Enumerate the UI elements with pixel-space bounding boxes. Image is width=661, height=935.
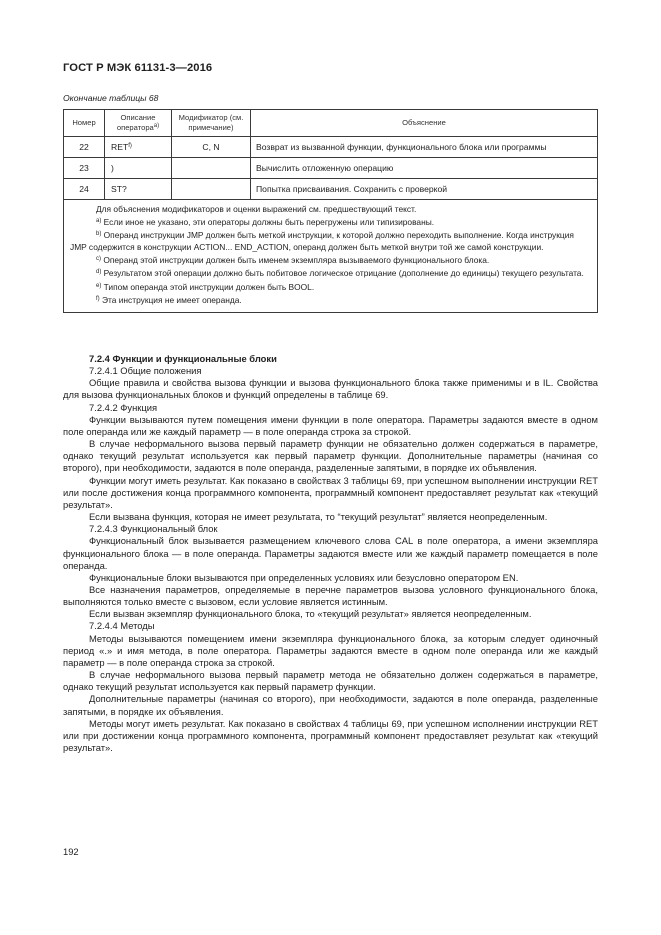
footnote-f: $^{f)}$ Эта инструкция не имеет операнда. bbox=[96, 294, 242, 305]
paragraph: Методы вызываются помещением имени экземпляра функционального блока, за которым следует одиночный период «.» и имя метода, в поле оператора. Параметры задаются вместе в одном поле операнда или же каждый параметр — в поле операнда строка за строкой. bbox=[63, 632, 598, 668]
footnote-c: $^{c)}$ Операнд этой инструкции должен быть именем экземпляра вызываемого функционального блока. bbox=[96, 255, 490, 266]
paragraph: Функции вызываются путем помещения имени функции в поле оператора. Параметры задаются вместе в одном поле операнда или же каждый параметр — в поле операнда строка за строкой. bbox=[63, 413, 598, 437]
cell-number: 23 bbox=[64, 158, 105, 179]
cell-operator: ) bbox=[105, 158, 172, 179]
paragraph: В случае неформального вызова первый параметр функции не обязательно должен содержаться в параметре, однако текущий результат используется как первый параметр функции. Дополнительные параметры (начиная со второго), при необходимости, задаются в поле операнда, разделенные запятыми, в порядке их объявления. bbox=[63, 438, 598, 474]
paragraph: Общие правила и свойства вызова функции и вызова функционального блока также применимы и в IL. Свойства для вызова функциональных блоков и функций определены в таблице 69. bbox=[63, 377, 598, 401]
footnote-e: $^{e)}$ Типом операнда этой инструкции должен быть BOOL. bbox=[96, 281, 315, 292]
table-header-row bbox=[64, 110, 598, 137]
paragraph: Методы могут иметь результат. Как показано в свойствах 4 таблицы 69, при успешном исполнении инструкции RET или при достижении конца программного компонента, программный компонент предоставляет результат как «текущий результат». bbox=[63, 717, 598, 753]
footnote-a: $^{а)}$ Если иное не указано, эти операторы должны быть перегружены или типизированы. bbox=[96, 217, 435, 228]
cell-explanation: Возврат из вызванной функции, функционального блока или программы bbox=[251, 137, 598, 158]
cell-number: 22 bbox=[64, 137, 105, 158]
table-caption: Окончание таблицы 68 bbox=[63, 93, 159, 103]
table-row bbox=[64, 158, 598, 179]
body-text bbox=[63, 353, 598, 754]
table-row bbox=[64, 179, 598, 200]
subsection-heading: 7.2.4.3 Функциональный блок bbox=[89, 523, 218, 535]
subsection-heading: 7.2.4.2 Функция bbox=[89, 401, 158, 413]
header-explanation: Объяснение bbox=[251, 110, 598, 137]
paragraph: Если вызван экземпляр функционального блока, то «текущий результат» является неопределенным. bbox=[89, 608, 532, 620]
operators-table bbox=[63, 109, 598, 313]
page-number: 192 bbox=[63, 846, 79, 857]
header-modifier: Модификатор (см. примечание) bbox=[172, 110, 251, 137]
table-row bbox=[64, 137, 598, 158]
footnote-b: $^{b)}$ Операнд инструкции JMP должен быть меткой инструкции, к которой должно переходить выполнение. Когда инструкция JMP содержится в конструкции ACTION... END_ACTION, операнд должен быть меткой внутри той же самой конструкции. bbox=[70, 230, 574, 252]
header-description: Описание оператора$^{а)}$ bbox=[105, 110, 172, 137]
cell-explanation: Попытка присваивания. Сохранить с проверкой bbox=[251, 179, 598, 200]
paragraph: Дополнительные параметры (начиная со второго), при необходимости, задаются в поле операнда, разделенные запятыми, в порядке их объявления. bbox=[63, 693, 598, 717]
table-notes-row bbox=[64, 200, 598, 313]
subsection-heading: 7.2.4.1 Общие положения bbox=[89, 365, 202, 377]
cell-modifier: C, N bbox=[172, 137, 251, 158]
footnote-d: $^{d)}$ Результатом этой операции должно быть побитовое логическое отрицание (дополнение до единицы) текущего результата. bbox=[96, 268, 584, 279]
cell-modifier bbox=[172, 158, 251, 179]
paragraph: Функции могут иметь результат. Как показано в свойствах 3 таблицы 69, при успешном выполнении инструкции RET или после достижения конца программного компонента, программный компонент предоставляет результат как «текущий результат». bbox=[63, 474, 598, 510]
cell-number: 24 bbox=[64, 179, 105, 200]
header-number: Номер bbox=[64, 110, 105, 137]
table-notes bbox=[64, 200, 598, 313]
paragraph: Все назначения параметров, определяемые в перечне параметров вызова условного функционального блока, выполняются только вместе с вызовом, если условие является истинным. bbox=[63, 583, 598, 608]
cell-modifier bbox=[172, 179, 251, 200]
cell-operator: ST? bbox=[105, 179, 172, 200]
cell-explanation: Вычислить отложенную операцию bbox=[251, 158, 598, 179]
subsection-heading: 7.2.4.4 Методы bbox=[89, 620, 155, 632]
document-header: ГОСТ Р МЭК 61131-3—2016 bbox=[63, 62, 213, 74]
paragraph: В случае неформального вызова первый параметр метода не обязательно должен содержаться в параметре, однако текущий результат используется как первый параметр функции. bbox=[63, 669, 598, 693]
cell-operator: RET$^{f)}$ bbox=[105, 137, 172, 158]
section-heading: 7.2.4 Функции и функциональные блоки bbox=[89, 353, 277, 364]
note-intro: Для объяснения модификаторов и оценки выражений см. предшествующий текст. bbox=[96, 204, 417, 214]
paragraph: Функциональный блок вызывается размещением ключевого слова CAL в поле оператора, а имени экземпляра функционального блока — в поле операнда. Параметры задаются вместе или же каждый параметр помещается в поле операнда. bbox=[63, 535, 598, 571]
paragraph: Функциональные блоки вызываются при определенных условиях или безусловно оператором EN. bbox=[89, 571, 519, 583]
paragraph: Если вызвана функция, которая не имеет результата, то “текущий результат” является неопределенным. bbox=[89, 511, 548, 523]
